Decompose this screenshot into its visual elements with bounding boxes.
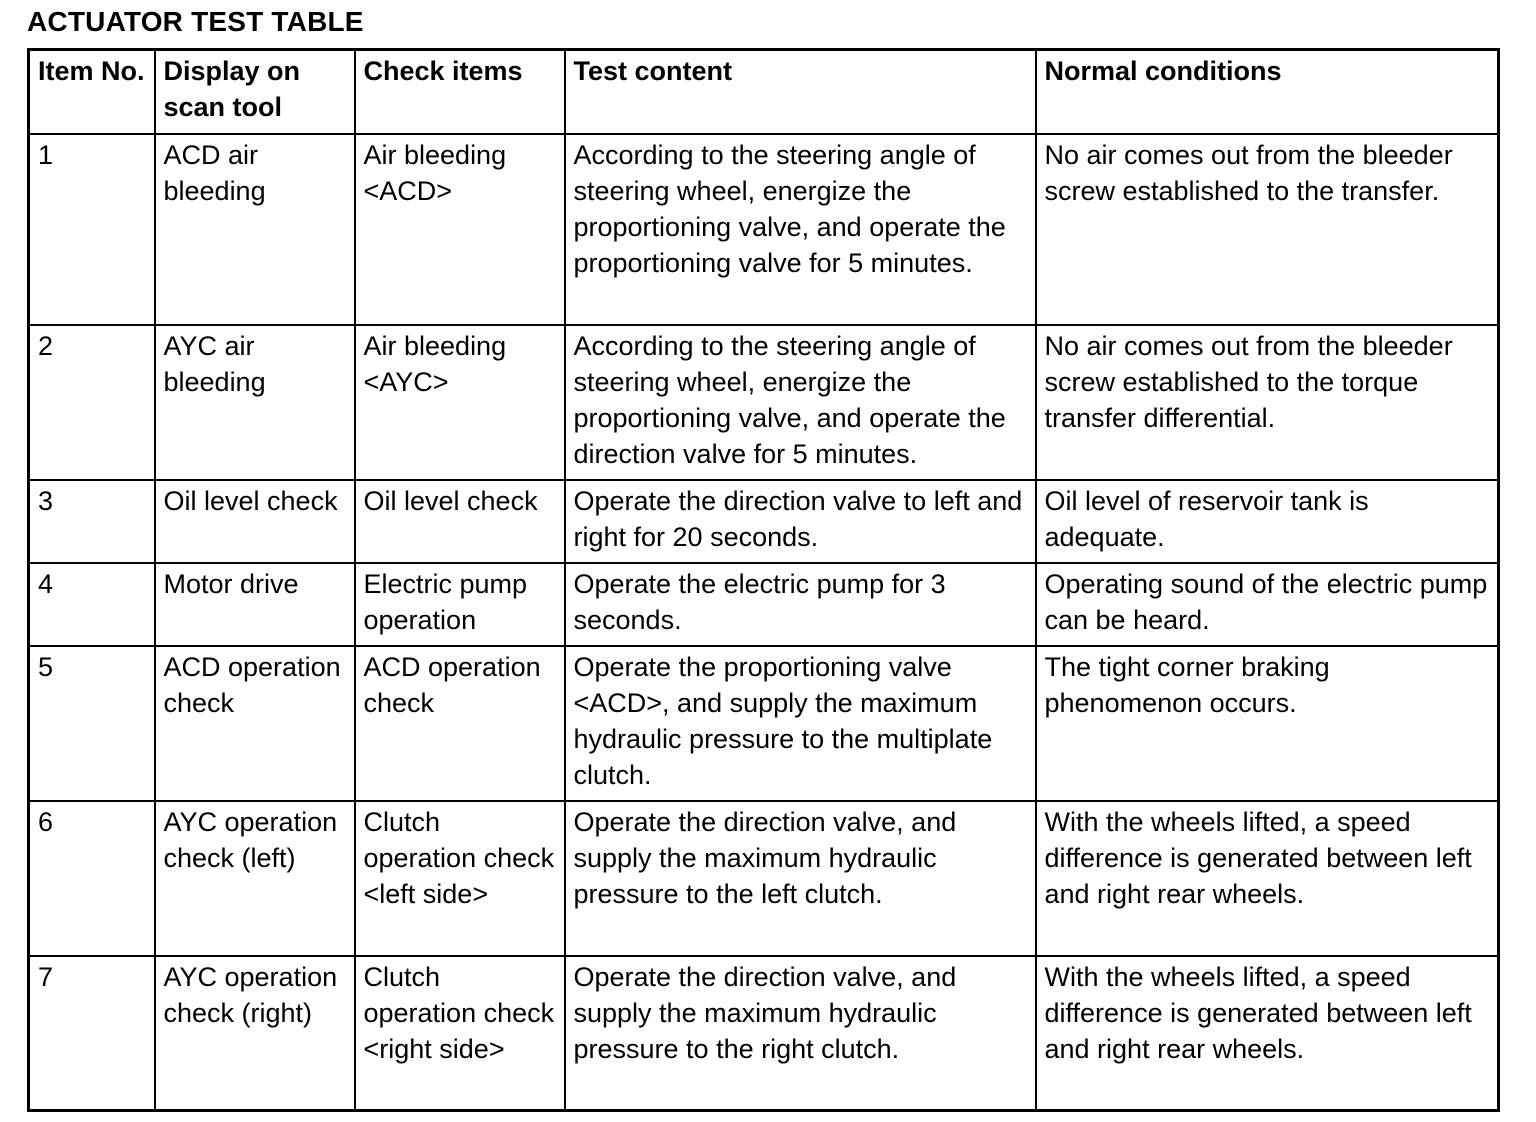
table-header-row [29,50,1499,134]
header-item-no: Item No. [29,50,155,134]
cell-item-no: 6 [29,801,155,956]
table-row [29,956,1499,1111]
cell-display: ACD air bleeding [155,134,355,325]
table-row [29,134,1499,325]
cell-check-items: Clutch operation check <right side> [355,956,565,1111]
cell-display: ACD operation check [155,646,355,801]
header-check-items: Check items [355,50,565,134]
table-row [29,480,1499,563]
cell-normal-conditions: No air comes out from the bleeder screw established to the torque transfer differential. [1036,325,1499,480]
cell-normal-conditions: With the wheels lifted, a speed difference is generated between left and right rear wheels. [1036,801,1499,956]
header-display-on-scan-tool: Display on scan tool [155,50,355,134]
cell-check-items: Air bleeding <AYC> [355,325,565,480]
table-row [29,646,1499,801]
page-title: ACTUATOR TEST TABLE [27,6,364,37]
cell-item-no: 5 [29,646,155,801]
cell-normal-conditions: The tight corner braking phenomenon occurs. [1036,646,1499,801]
cell-display: AYC operation check (right) [155,956,355,1111]
table-row [29,325,1499,480]
cell-normal-conditions: Operating sound of the electric pump can be heard. [1036,563,1499,646]
actuator-test-table [27,48,1500,1112]
table-row [29,563,1499,646]
cell-item-no: 2 [29,325,155,480]
cell-test-content: Operate the electric pump for 3 seconds. [565,563,1036,646]
cell-test-content: Operate the direction valve to left and right for 20 seconds. [565,480,1036,563]
cell-check-items: Clutch operation check <left side> [355,801,565,956]
cell-display: Oil level check [155,480,355,563]
cell-test-content: Operate the proportioning valve <ACD>, and supply the maximum hydraulic pressure to the multiplate clutch. [565,646,1036,801]
header-test-content: Test content [565,50,1036,134]
cell-display: Motor drive [155,563,355,646]
cell-display: AYC operation check (left) [155,801,355,956]
cell-test-content: Operate the direction valve, and supply the maximum hydraulic pressure to the left clutch. [565,801,1036,956]
cell-test-content: Operate the direction valve, and supply the maximum hydraulic pressure to the right clutch. [565,956,1036,1111]
cell-item-no: 7 [29,956,155,1111]
table-row [29,801,1499,956]
cell-check-items: Air bleeding <ACD> [355,134,565,325]
cell-check-items: ACD operation check [355,646,565,801]
cell-normal-conditions: No air comes out from the bleeder screw established to the transfer. [1036,134,1499,325]
cell-display: AYC air bleeding [155,325,355,480]
cell-test-content: According to the steering angle of steering wheel, energize the proportioning valve, and operate the proportioning valve for 5 minutes. [565,134,1036,325]
header-normal-conditions: Normal conditions [1036,50,1499,134]
cell-check-items: Electric pump operation [355,563,565,646]
cell-item-no: 3 [29,480,155,563]
cell-normal-conditions: With the wheels lifted, a speed difference is generated between left and right rear wheels. [1036,956,1499,1111]
cell-check-items: Oil level check [355,480,565,563]
cell-item-no: 1 [29,134,155,325]
cell-normal-conditions: Oil level of reservoir tank is adequate. [1036,480,1499,563]
cell-test-content: According to the steering angle of steering wheel, energize the proportioning valve, and operate the direction valve for 5 minutes. [565,325,1036,480]
cell-item-no: 4 [29,563,155,646]
